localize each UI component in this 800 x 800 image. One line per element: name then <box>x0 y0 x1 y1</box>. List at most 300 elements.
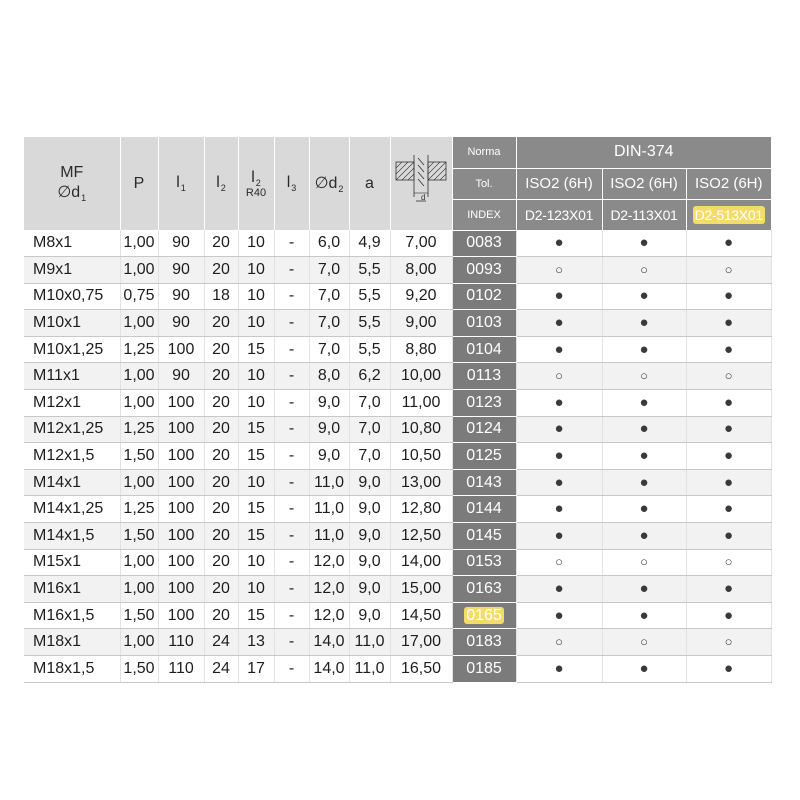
col-mf <box>24 137 120 230</box>
cell-l2r: 10 <box>238 257 274 284</box>
cell-p: 1,00 <box>120 257 158 284</box>
col-l1: $l_1$ <box>158 137 204 230</box>
cell-name: M12x1,25 <box>24 416 120 443</box>
on-request-circle-icon: ○ <box>555 554 563 570</box>
cell-l1: 100 <box>158 469 204 496</box>
cell-availability <box>602 336 686 363</box>
on-request-circle-icon: ○ <box>640 261 648 277</box>
cell-dim: 11,00 <box>390 390 452 417</box>
table-row <box>24 310 771 337</box>
available-dot-icon: ● <box>639 659 649 677</box>
cell-a: 5,5 <box>349 257 390 284</box>
cell-index: 0144 <box>452 496 516 523</box>
cell-a: 9,0 <box>349 496 390 523</box>
cell-name: M14x1,5 <box>24 523 120 550</box>
cell-availability <box>516 629 602 656</box>
on-request-circle-icon: ○ <box>640 368 648 384</box>
cell-d2: 7,0 <box>309 257 349 284</box>
cell-name: M12x1,5 <box>24 443 120 470</box>
available-dot-icon: ● <box>639 606 649 624</box>
on-request-circle-icon: ○ <box>640 554 648 570</box>
cell-p: 1,00 <box>120 230 158 257</box>
cell-l3: - <box>274 230 309 257</box>
cell-l3: - <box>274 576 309 603</box>
available-dot-icon: ● <box>723 473 734 491</box>
cell-l1: 90 <box>158 363 204 390</box>
cell-l2r: 10 <box>238 283 274 310</box>
cell-a: 9,0 <box>349 469 390 496</box>
cell-availability <box>686 629 771 656</box>
cell-dim: 10,50 <box>390 443 452 470</box>
available-dot-icon: ● <box>554 340 564 358</box>
table-row <box>24 549 771 576</box>
table-row <box>24 390 771 417</box>
cell-a: 9,0 <box>349 549 390 576</box>
cell-availability <box>686 363 771 390</box>
cell-l1: 100 <box>158 523 204 550</box>
label-index: INDEX <box>452 199 516 230</box>
cell-l2: 20 <box>204 496 238 523</box>
cell-availability <box>686 523 771 550</box>
cell-availability <box>686 310 771 337</box>
cell-l3: - <box>274 656 309 683</box>
cell-l3: - <box>274 523 309 550</box>
cell-l3: - <box>274 336 309 363</box>
cell-availability <box>516 257 602 284</box>
on-request-circle-icon: ○ <box>724 634 733 650</box>
cell-index: 0143 <box>452 469 516 496</box>
cell-l2: 20 <box>204 523 238 550</box>
cell-l1: 110 <box>158 629 204 656</box>
cell-p: 1,25 <box>120 336 158 363</box>
cell-a: 5,5 <box>349 283 390 310</box>
cell-l2: 20 <box>204 602 238 629</box>
cell-availability <box>602 416 686 443</box>
cell-l2: 20 <box>204 257 238 284</box>
cell-l2: 20 <box>204 469 238 496</box>
cell-dim: 16,50 <box>390 656 452 683</box>
available-dot-icon: ● <box>639 420 649 438</box>
cell-name: M11x1 <box>24 363 120 390</box>
cell-d2: 12,0 <box>309 576 349 603</box>
table-row <box>24 496 771 523</box>
cell-d2: 11,0 <box>309 523 349 550</box>
cell-index: 0153 <box>452 549 516 576</box>
cell-l3: - <box>274 283 309 310</box>
cell-l1: 90 <box>158 310 204 337</box>
available-dot-icon: ● <box>723 580 734 598</box>
cell-d2: 9,0 <box>309 390 349 417</box>
col-a: a <box>349 137 390 230</box>
cell-index: 0163 <box>452 576 516 603</box>
cell-a: 6,2 <box>349 363 390 390</box>
cell-l2r: 10 <box>238 230 274 257</box>
cell-availability <box>686 549 771 576</box>
cell-dim: 15,00 <box>390 576 452 603</box>
cell-l2r: 15 <box>238 416 274 443</box>
available-dot-icon: ● <box>723 606 734 624</box>
table-row <box>24 469 771 496</box>
cell-dim: 14,00 <box>390 549 452 576</box>
cell-availability <box>602 443 686 470</box>
cell-a: 5,5 <box>349 310 390 337</box>
cell-p: 1,00 <box>120 549 158 576</box>
cell-dim: 8,00 <box>390 257 452 284</box>
cell-p: 1,50 <box>120 443 158 470</box>
cell-availability <box>602 363 686 390</box>
available-dot-icon: ● <box>639 473 649 491</box>
table-row <box>24 523 771 550</box>
cell-availability <box>602 602 686 629</box>
cell-availability <box>516 230 602 257</box>
label-norma: Norma <box>452 137 516 168</box>
cell-l3: - <box>274 390 309 417</box>
cell-index: 0145 <box>452 523 516 550</box>
cell-name: M10x1 <box>24 310 120 337</box>
available-dot-icon: ● <box>723 314 734 332</box>
cell-name: M18x1 <box>24 629 120 656</box>
cell-availability <box>602 656 686 683</box>
available-dot-icon: ● <box>723 659 734 677</box>
available-dot-icon: ● <box>639 580 649 598</box>
cell-dim: 14,50 <box>390 602 452 629</box>
cell-a: 7,0 <box>349 390 390 417</box>
available-dot-icon: ● <box>639 314 649 332</box>
cell-l1: 100 <box>158 443 204 470</box>
cell-availability <box>602 496 686 523</box>
cell-availability <box>516 469 602 496</box>
cell-l1: 90 <box>158 257 204 284</box>
table-row <box>24 416 771 443</box>
cell-l1: 100 <box>158 602 204 629</box>
cell-d2: 9,0 <box>309 443 349 470</box>
cell-availability <box>602 310 686 337</box>
cell-availability <box>516 549 602 576</box>
svg-text:d: d <box>421 193 426 202</box>
cell-p: 1,25 <box>120 496 158 523</box>
available-dot-icon: ● <box>554 447 564 465</box>
available-dot-icon: ● <box>554 473 564 491</box>
cell-l2: 18 <box>204 283 238 310</box>
cell-a: 7,0 <box>349 416 390 443</box>
cell-l2r: 10 <box>238 549 274 576</box>
article-code-2: D2-113X01 <box>602 199 686 230</box>
cell-l2: 20 <box>204 336 238 363</box>
on-request-circle-icon: ○ <box>724 554 733 570</box>
available-dot-icon: ● <box>639 500 649 518</box>
cell-l2r: 15 <box>238 523 274 550</box>
cell-dim: 8,80 <box>390 336 452 363</box>
cell-index: 0104 <box>452 336 516 363</box>
cell-d2: 11,0 <box>309 496 349 523</box>
cell-l1: 100 <box>158 549 204 576</box>
table-row <box>24 336 771 363</box>
cell-index: 0103 <box>452 310 516 337</box>
available-dot-icon: ● <box>554 420 564 438</box>
table-row <box>24 363 771 390</box>
cell-availability <box>602 576 686 603</box>
cell-p: 1,50 <box>120 523 158 550</box>
cell-index: 0183 <box>452 629 516 656</box>
cell-l3: - <box>274 549 309 576</box>
cell-availability <box>686 390 771 417</box>
cell-l2r: 10 <box>238 363 274 390</box>
available-dot-icon: ● <box>723 393 734 411</box>
cell-l1: 100 <box>158 576 204 603</box>
table-row <box>24 443 771 470</box>
cell-name: M12x1 <box>24 390 120 417</box>
cell-l2: 20 <box>204 416 238 443</box>
on-request-circle-icon: ○ <box>555 368 563 384</box>
table-row <box>24 257 771 284</box>
cell-l2: 20 <box>204 390 238 417</box>
cell-l3: - <box>274 257 309 284</box>
cell-d2: 12,0 <box>309 549 349 576</box>
col-l2: $l_2$ <box>204 137 238 230</box>
cell-availability <box>516 390 602 417</box>
cell-a: 9,0 <box>349 602 390 629</box>
cell-l2: 20 <box>204 576 238 603</box>
cell-availability <box>602 230 686 257</box>
table-row <box>24 230 771 257</box>
cell-d2: 6,0 <box>309 230 349 257</box>
cell-index: 0185 <box>452 656 516 683</box>
cell-l2: 24 <box>204 656 238 683</box>
on-request-circle-icon: ○ <box>724 368 733 384</box>
thread-diagram-icon <box>394 153 448 209</box>
cell-l2: 20 <box>204 549 238 576</box>
cell-a: 9,0 <box>349 523 390 550</box>
cell-availability <box>516 283 602 310</box>
cell-p: 1,25 <box>120 416 158 443</box>
cell-l2r: 17 <box>238 656 274 683</box>
available-dot-icon: ● <box>639 447 649 465</box>
cell-dim: 12,50 <box>390 523 452 550</box>
cell-l2r: 10 <box>238 310 274 337</box>
cell-l2: 20 <box>204 443 238 470</box>
available-dot-icon: ● <box>723 447 734 465</box>
available-dot-icon: ● <box>554 606 564 624</box>
available-dot-icon: ● <box>554 580 564 598</box>
cell-availability <box>686 443 771 470</box>
cell-l1: 100 <box>158 496 204 523</box>
cell-index: 0124 <box>452 416 516 443</box>
available-dot-icon: ● <box>723 340 734 358</box>
cell-availability <box>516 523 602 550</box>
cell-name: M14x1 <box>24 469 120 496</box>
on-request-circle-icon: ○ <box>724 261 733 277</box>
cell-name: M14x1,25 <box>24 496 120 523</box>
cell-l2: 24 <box>204 629 238 656</box>
available-dot-icon: ● <box>554 500 564 518</box>
col-l3: $l_3$ <box>274 137 309 230</box>
label-tolerance: Tol. <box>452 168 516 199</box>
cell-p: 0,75 <box>120 283 158 310</box>
cell-d2: 12,0 <box>309 602 349 629</box>
available-dot-icon: ● <box>723 234 734 252</box>
cell-p: 1,00 <box>120 576 158 603</box>
cell-availability <box>516 496 602 523</box>
cell-availability <box>686 496 771 523</box>
cell-l3: - <box>274 416 309 443</box>
available-dot-icon: ● <box>723 287 734 305</box>
cell-l2r: 10 <box>238 390 274 417</box>
cell-availability <box>602 257 686 284</box>
cell-l2r: 15 <box>238 496 274 523</box>
cell-d2: 9,0 <box>309 416 349 443</box>
cell-p: 1,00 <box>120 390 158 417</box>
cell-a: 7,0 <box>349 443 390 470</box>
cell-p: 1,00 <box>120 310 158 337</box>
cell-availability <box>686 416 771 443</box>
available-dot-icon: ● <box>639 393 649 411</box>
available-dot-icon: ● <box>554 526 564 544</box>
tolerance-3: ISO2 (6H) <box>686 168 771 199</box>
cell-dim: 13,00 <box>390 469 452 496</box>
cell-availability <box>516 602 602 629</box>
cell-l2: 20 <box>204 310 238 337</box>
article-code-1: D2-123X01 <box>516 199 602 230</box>
cell-l3: - <box>274 363 309 390</box>
cell-name: M16x1,5 <box>24 602 120 629</box>
tolerance-2: ISO2 (6H) <box>602 168 686 199</box>
cell-dim: 17,00 <box>390 629 452 656</box>
cell-availability <box>686 656 771 683</box>
available-dot-icon: ● <box>554 314 564 332</box>
cell-l2r: 15 <box>238 443 274 470</box>
cell-p: 1,50 <box>120 656 158 683</box>
cell-d2: 7,0 <box>309 283 349 310</box>
cell-availability <box>686 336 771 363</box>
cell-l3: - <box>274 469 309 496</box>
cell-index: 0123 <box>452 390 516 417</box>
cell-l3: - <box>274 629 309 656</box>
available-dot-icon: ● <box>554 234 564 252</box>
cell-availability <box>602 523 686 550</box>
cell-availability <box>686 576 771 603</box>
cell-l3: - <box>274 443 309 470</box>
available-dot-icon: ● <box>723 420 734 438</box>
cell-l1: 90 <box>158 283 204 310</box>
cell-d2: 7,0 <box>309 336 349 363</box>
table-row <box>24 629 771 656</box>
table-row <box>24 283 771 310</box>
cell-a: 4,9 <box>349 230 390 257</box>
tolerance-1: ISO2 (6H) <box>516 168 602 199</box>
available-dot-icon: ● <box>639 340 649 358</box>
standard-din: DIN-374 <box>516 137 771 168</box>
cell-availability <box>516 416 602 443</box>
table-row <box>24 602 771 629</box>
cell-index: 0113 <box>452 363 516 390</box>
cell-l1: 100 <box>158 390 204 417</box>
cell-index: 0102 <box>452 283 516 310</box>
cell-availability <box>516 576 602 603</box>
table-row <box>24 576 771 603</box>
cell-l2r: 15 <box>238 336 274 363</box>
cell-availability <box>516 443 602 470</box>
cell-index-highlighted: 0165 <box>452 602 516 629</box>
cell-availability <box>602 469 686 496</box>
cell-p: 1,50 <box>120 602 158 629</box>
available-dot-icon: ● <box>723 526 734 544</box>
cell-name: M16x1 <box>24 576 120 603</box>
table-row <box>24 656 771 683</box>
on-request-circle-icon: ○ <box>555 261 563 277</box>
available-dot-icon: ● <box>554 393 564 411</box>
cell-l2: 20 <box>204 363 238 390</box>
cell-l3: - <box>274 310 309 337</box>
cell-availability <box>602 629 686 656</box>
cell-availability <box>602 549 686 576</box>
cell-dim: 10,00 <box>390 363 452 390</box>
cell-name: M15x1 <box>24 549 120 576</box>
cell-a: 11,0 <box>349 629 390 656</box>
col-mf-label: MF <box>60 164 84 181</box>
available-dot-icon: ● <box>639 526 649 544</box>
cell-d2: 14,0 <box>309 629 349 656</box>
cell-availability <box>686 257 771 284</box>
cell-availability <box>686 230 771 257</box>
cell-p: 1,00 <box>120 363 158 390</box>
cell-a: 9,0 <box>349 576 390 603</box>
col-d1-label: $\emptyset d_1$ <box>57 184 87 203</box>
cell-availability <box>686 283 771 310</box>
cell-l1: 110 <box>158 656 204 683</box>
cell-name: M10x0,75 <box>24 283 120 310</box>
available-dot-icon: ● <box>554 287 564 305</box>
cell-d2: 7,0 <box>309 310 349 337</box>
cell-availability <box>516 336 602 363</box>
cell-availability <box>602 390 686 417</box>
cell-d2: 11,0 <box>309 469 349 496</box>
cell-l2r: 13 <box>238 629 274 656</box>
cell-l2r: 15 <box>238 602 274 629</box>
cell-a: 5,5 <box>349 336 390 363</box>
cell-index: 0083 <box>452 230 516 257</box>
thread-tap-table <box>24 137 772 683</box>
cell-index: 0093 <box>452 257 516 284</box>
cell-l1: 90 <box>158 230 204 257</box>
cell-name: M8x1 <box>24 230 120 257</box>
cell-dim: 12,80 <box>390 496 452 523</box>
cell-availability <box>516 310 602 337</box>
cell-d2: 14,0 <box>309 656 349 683</box>
cell-name: M9x1 <box>24 257 120 284</box>
cell-a: 11,0 <box>349 656 390 683</box>
cell-name: M10x1,25 <box>24 336 120 363</box>
cell-dim: 9,00 <box>390 310 452 337</box>
on-request-circle-icon: ○ <box>555 634 563 650</box>
cell-availability <box>602 283 686 310</box>
cell-index: 0125 <box>452 443 516 470</box>
cell-l3: - <box>274 496 309 523</box>
cell-availability <box>686 469 771 496</box>
cell-p: 1,00 <box>120 469 158 496</box>
cell-d2: 8,0 <box>309 363 349 390</box>
on-request-circle-icon: ○ <box>640 634 648 650</box>
cell-availability <box>516 363 602 390</box>
cell-l1: 100 <box>158 336 204 363</box>
cell-p: 1,00 <box>120 629 158 656</box>
cell-dim: 9,20 <box>390 283 452 310</box>
cell-l2: 20 <box>204 230 238 257</box>
cell-l3: - <box>274 602 309 629</box>
col-l2-r40: $l_2$ R40 <box>238 137 274 230</box>
cell-l2r: 10 <box>238 576 274 603</box>
cell-name: M18x1,5 <box>24 656 120 683</box>
available-dot-icon: ● <box>639 234 649 252</box>
